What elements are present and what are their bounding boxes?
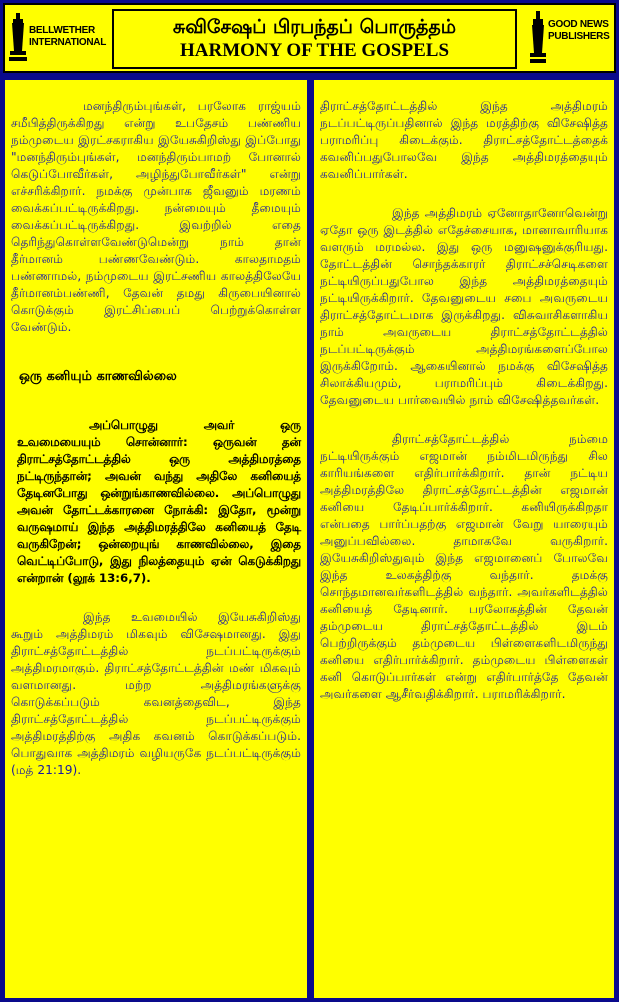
paragraph: இந்த உவமையில் இயேசுகிறிஸ்து கூறும் அத்திமரம் மிகவும் விசேஷமானது. இது திராட்சத்தோட்டத்தில் நடப்பட்டிருக்கும் அத்திமரமாகும். திராட்சத்தோட்டத்தின் மண் மிகவும் வளமானது. மற்ற அத்திமரங்களுக்கு கொடுக்கப்படும் கவனத்தைவிட, இந்த திராட்சத்தோட்டத்தில் நடப்பட்டிருக்கும் அத்திமரத்திற்கு அதிக கவனம் கொடுக்கப்படும். பொதுவாக அத்திமரம் வழியருகே நடப்பட்டிருக்கும் (மத் 21:19).	[11, 610, 301, 777]
bellwether-logo-text: BELLWETHER INTERNATIONAL	[29, 25, 107, 48]
right-column	[314, 80, 614, 998]
good-news-logo	[530, 11, 610, 67]
paragraph: திராட்சத்தோட்டத்தில் நம்மை நட்டியிருக்கும் எஜமான் நம்மிடமிருந்து சில காரியங்களை எதிர்பார்க்கிறார். தான் நட்டிய அத்திமரத்திலே திராட்சத்தோட்டத்தின் எஜமான் கனியை தேடிப்பார்க்கிறார். கனியிருக்கிறதா என்பதை பார்ப்பதற்கு எஜமான் வேறு யாரையும் அனுப்பவில்லை. தாமாகவே வருகிறார். இயேசுகிறிஸ்துவும் இந்த எஜமானைப் போலவே இந்த உலகத்திற்கு வந்தார். தமக்கு சொந்தமானவர்களிடத்தில் வந்தார். அவர்களிடத்தில் கனியைத் தேடினார். பரலோகத்தின் தேவன் தம்முடைய திராட்சத்தோட்டத்தில் இடம் பெற்றிருக்கும் தம்முடைய பிள்ளைகளிடமிருந்து கனியை எதிர்பார்க்கிறார். தம்முடைய பிள்ளைகள் கனி கொடுப்பார்கள் என்று எதிர்பார்த்தே தேவன் அவர்களை ஆசீர்வதிக்கிறார். பராமரிக்கிறார்.	[320, 432, 608, 701]
scripture-quote: அப்பொழுது அவர் ஒரு உவமையையும் சொன்னார்: ஒருவன் தன் திராட்சத்தோட்டத்தில் ஒரு அத்திமரத்தை நட்டிருந்தான்; அவன் வந்து அதிலே கனியைத் தேடினபோது ஒன்றுங்காணவில்லை. அப்பொழுது அவன் தோட்டக்காரனை நோக்கி: இதோ, மூன்று வருஷமாய் இந்த அத்திமரத்திலே கனியைத் தேடி வருகிறேன்; ஒன்றையுங் காணவில்லை, இதை வெட்டிப்போடு, இது நிலத்தையும் ஏன் கெடுக்கிறது என்றான் (லூக் 13:6,7).	[17, 418, 301, 585]
paragraph: திராட்சத்தோட்டத்தில் இந்த அத்திமரம் நடப்பட்டிருப்பதினால் இந்த மரத்திற்கு விசேஷித்த பராமரிப்பு கிடைக்கும். திராட்சத்தோட்டத்தைக் கவனிப்பதுபோலவே இந்த அத்திமரத்தையும் கவனிப்பார்கள்.	[320, 99, 608, 181]
bell-tower-icon	[9, 11, 27, 65]
good-news-logo-text: GOOD NEWS PUBLISHERS	[548, 19, 610, 42]
page-title-english: HARMONY OF THE GOSPELS	[179, 40, 450, 61]
left-column	[5, 80, 307, 998]
title-box	[112, 9, 517, 69]
bellwether-logo	[9, 11, 107, 67]
page-header	[3, 3, 616, 73]
page-title-tamil: சுவிசேஷப் பிரபந்தப் பொருத்தம்	[172, 16, 457, 38]
paragraph: மனந்திரும்புங்கள், பரலோக ராஜ்யம் சமீபித்திருக்கிறது என்று உபதேசம் பண்ணிய நம்முடைய இரட்சகராகிய இயேசுகிறிஸ்து இப்போது "மனந்திரும்புங்கள், மனந்திரும்பாமற் போனால் கெடுப்போவீர்கள், அழிந்துபோவீர்கள்" என்று எச்சரிக்கிறார். நமக்கு முன்பாக ஜீவனும் மரணம் வைக்கப்பட்டிருக்கிறது. நன்மையும் தீமையும் வைக்கப்பட்டிருக்கிறது. இவற்றில் எதை தெரிந்துகொள்ளவேண்டுமென்று நாம் தான் தீர்மானம் பண்ணவேண்டும். காலதாமதம் பண்ணாமல், நம்முடைய இரட்சணிய காலத்திலேயே தீர்மானம்பண்ணி, தேவன் தமது கிருபையினால் கொடுக்கும் இரட்சிப்பைப் பெற்றுக்கொள்ள வேண்டும்.	[11, 99, 301, 334]
paragraph: இந்த அத்திமரம் ஏனோதானோவென்று ஏதோ ஒரு இடத்தில் எதேச்சையாக, மானாவாரியாக வளரும் மரமல்ல. இது ஒரு மனுஷனுக்குரியது. தோட்டத்தின் சொந்தக்காரர் திராட்சச்செடிகளை நட்டியிருப்பதுபோல இந்த அத்திமரத்தையும் நட்டியிருக்கிறார். தேவனுடைய சபை அவருடைய திராட்சத்தோட்டமாக இருக்கிறது. விசுவாசிகளாகிய நாம் அவருடைய திராட்சத்தோட்டத்தில் நடப்பட்டிருக்கும் அத்திமரங்களைப்போல இருக்கிறோம். ஆகையினால் நமக்கு விசேஷித்த சிலாக்கியமும், பராமரிப்பும் கிடைக்கிறது. தேவனுடைய பார்வையில் நாம் விசேஷித்தவர்கள்.	[320, 206, 608, 407]
tower-icon	[530, 11, 546, 65]
section-heading: ஒரு கனியும் காணவில்லை	[19, 369, 177, 384]
